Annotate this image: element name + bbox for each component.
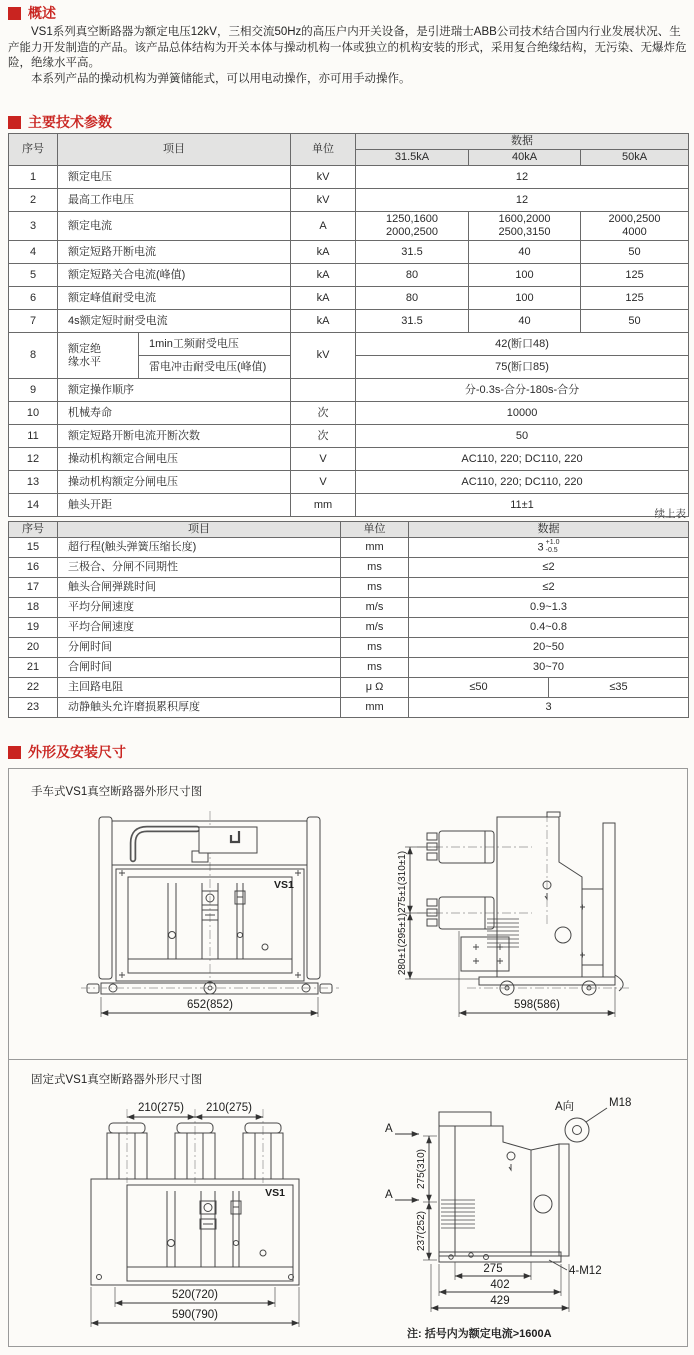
table-cell: m/s: [341, 618, 409, 638]
table-cell: 31.5: [356, 241, 469, 264]
table-cell: 42(断口48): [356, 333, 689, 356]
table-cell: 主回路电阻: [58, 678, 341, 698]
table-cell: 1: [9, 166, 58, 189]
table-cell: 1min工频耐受电压: [139, 333, 291, 356]
dimension-drawings-box: [8, 768, 688, 1347]
table-cell: 50: [581, 310, 689, 333]
table-cell: 3: [409, 698, 689, 718]
handcart-side-width-dim: 598(586): [513, 999, 561, 1011]
table-cell: kV: [291, 166, 356, 189]
table-cell: 30~70: [409, 658, 689, 678]
table-cell: 三极合、分闸不同期性: [58, 558, 341, 578]
table-cell: 6: [9, 287, 58, 310]
fixed-drawing-title: 固定式VS1真空断路器外形尺寸图: [31, 1074, 203, 1086]
red-square-bullet-icon: [8, 7, 21, 20]
table-cell: 10000: [356, 402, 689, 425]
handcart-front-drawing: [79, 807, 341, 1035]
col-header-unit: 单位: [291, 134, 356, 166]
red-square-bullet-icon: [8, 116, 21, 129]
table-cell: 2000,2500 4000: [581, 212, 689, 241]
table-cell: 125: [581, 287, 689, 310]
table-cell: 7: [9, 310, 58, 333]
table-cell: 次: [291, 402, 356, 425]
table-cell: mm: [291, 494, 356, 517]
table-cell: 20~50: [409, 638, 689, 658]
table-cell: 分-0.3s-合分-180s-合分: [356, 379, 689, 402]
table-cell: 12: [356, 166, 689, 189]
box-divider-line: [9, 1059, 687, 1060]
overview-section-heading: [8, 6, 56, 20]
view-a-direction-label: A向: [555, 1101, 575, 1113]
handcart-front-width-dim: 652(852): [186, 999, 234, 1011]
col-header-no: 序号: [9, 522, 58, 538]
table-cell: 额定短路开断电流开断次数: [58, 425, 291, 448]
col-header-item: 项目: [58, 134, 291, 166]
table-cell: ≤50: [409, 678, 549, 698]
vs1-panel-label: VS1: [265, 1187, 285, 1199]
fixed-dim-402: 402: [490, 1279, 510, 1291]
table-cell: ms: [341, 578, 409, 598]
fixed-front-drawing: [67, 1091, 322, 1341]
table-cell: 11: [9, 425, 58, 448]
tech-params-section-heading: [8, 115, 112, 129]
overview-paragraph-2: 本系列产品的操动机构为弹簧储能式，可以用电动操作，亦可用手动操作。: [31, 72, 411, 85]
table-cell: 10: [9, 402, 58, 425]
table-cell: 操动机构额定合闸电压: [58, 448, 291, 471]
table-cell: μ Ω: [341, 678, 409, 698]
table-cell: 19: [9, 618, 58, 638]
table-cell: 18: [9, 598, 58, 618]
table-cell: 4: [9, 241, 58, 264]
table-cell: 动静触头允许磨损累积厚度: [58, 698, 341, 718]
table-cell: 额定操作顺序: [58, 379, 291, 402]
table-cell: 17: [9, 578, 58, 598]
col-header-unit: 单位: [341, 522, 409, 538]
table-cell: 5: [9, 264, 58, 287]
table-cell: 2: [9, 189, 58, 212]
dimensions-section-heading: [8, 745, 126, 759]
table-cell: 平均合闸速度: [58, 618, 341, 638]
table-cell: 125: [581, 264, 689, 287]
table-cell: kA: [291, 310, 356, 333]
table-cell: 50: [356, 425, 689, 448]
rated-current-note: 注: 括号内为额定电流>1600A: [407, 1328, 552, 1340]
col-header-50ka: 50kA: [581, 150, 689, 166]
table-cell: kA: [291, 241, 356, 264]
table-cell: 31.5: [356, 310, 469, 333]
table-cell: 9: [9, 379, 58, 402]
table-cell: 0.4~0.8: [409, 618, 689, 638]
table-cell: 3: [9, 212, 58, 241]
handcart-side-height-dim: 280±1(295±1)275±1(310±1): [397, 850, 408, 976]
fixed-dim-429: 429: [490, 1295, 510, 1307]
col-header-31-5ka: 31.5kA: [356, 150, 469, 166]
fixed-bottom-inner-dim: 520(720): [171, 1289, 219, 1301]
tech-params-heading-text: 主要技术参数: [28, 114, 112, 130]
table-cell: 平均分闸速度: [58, 598, 341, 618]
table-cell: kV: [291, 189, 356, 212]
table-cell: 超行程(触头弹簧压缩长度): [58, 538, 341, 558]
tech-params-table-1: [8, 133, 689, 517]
table-cell: 机械寿命: [58, 402, 291, 425]
table-cell: 22: [9, 678, 58, 698]
vs1-panel-label: VS1: [274, 879, 294, 891]
continued-table-note: 续上表: [654, 508, 686, 520]
fixed-top-right-dim: 210(275): [205, 1102, 253, 1114]
table-cell: mm: [341, 698, 409, 718]
table-cell: ≤2: [409, 558, 689, 578]
table-cell: 次: [291, 425, 356, 448]
table-cell: 雷电冲击耐受电压(峰值): [139, 356, 291, 379]
table-cell: 最高工作电压: [58, 189, 291, 212]
fixed-top-left-dim: 210(275): [137, 1102, 185, 1114]
table-cell: 8: [9, 333, 58, 379]
table-cell: 合闸时间: [58, 658, 341, 678]
table-cell: 16: [9, 558, 58, 578]
table-cell: 80: [356, 264, 469, 287]
table-cell: 20: [9, 638, 58, 658]
table-cell: AC110, 220; DC110, 220: [356, 448, 689, 471]
col-header-40ka: 40kA: [469, 150, 581, 166]
table-cell: kV: [291, 333, 356, 379]
table-cell: mm: [341, 538, 409, 558]
table-cell: [291, 379, 356, 402]
table-cell: ms: [341, 638, 409, 658]
fixed-bottom-outer-dim: 590(790): [171, 1309, 219, 1321]
table-cell: 12: [9, 448, 58, 471]
table-cell: 50: [581, 241, 689, 264]
table-cell: 80: [356, 287, 469, 310]
table-cell: 触头开距: [58, 494, 291, 517]
table-cell: 额定电压: [58, 166, 291, 189]
table-cell: 0.9~1.3: [409, 598, 689, 618]
table-cell: A: [291, 212, 356, 241]
table-cell: 21: [9, 658, 58, 678]
table-cell: kA: [291, 287, 356, 310]
table-cell: 40: [469, 241, 581, 264]
table-cell: 3 +1.0 -0.5: [409, 538, 689, 558]
handcart-drawing-title: 手车式VS1真空断路器外形尺寸图: [31, 786, 203, 798]
thread-size-label: M18: [609, 1097, 632, 1109]
table-cell: 分闸时间: [58, 638, 341, 658]
table-cell: 13: [9, 471, 58, 494]
fixed-dim-275: 275: [483, 1263, 503, 1275]
table-cell: 额定绝 缘水平: [58, 333, 139, 379]
fixed-side-upper-dim: 275(310): [416, 1148, 427, 1190]
table-cell: 15: [9, 538, 58, 558]
table-cell: ms: [341, 558, 409, 578]
col-header-data: 数据: [356, 134, 689, 150]
overview-paragraph-1: VS1系列真空断路器为额定电压12kV，三相交流50Hz的高压户内开关设备，是引进瑞士ABB公司技术结合国内行业发展状况、生产能力开发制造的产品。该产品总体结构为开关本体与操动机构一体或独立的机构安装的形式，采用复合绝缘结构，无污染、无爆炸危险，绝缘水平高。: [8, 26, 687, 69]
tech-params-table-2: [8, 521, 689, 718]
table-cell: 额定短路关合电流(峰值): [58, 264, 291, 287]
table-cell: 额定电流: [58, 212, 291, 241]
section-arrow-label-a1: A: [385, 1123, 393, 1135]
table-cell: 100: [469, 264, 581, 287]
dimensions-heading-text: 外形及安装尺寸: [28, 744, 126, 760]
table-cell: ≤35: [549, 678, 689, 698]
table-cell: 12: [356, 189, 689, 212]
overview-paragraphs: [8, 25, 689, 87]
table-cell: 100: [469, 287, 581, 310]
fixed-side-lower-dim: 237(252): [416, 1210, 427, 1252]
table-cell: AC110, 220; DC110, 220: [356, 471, 689, 494]
red-square-bullet-icon: [8, 746, 21, 759]
handcart-side-drawing: [397, 807, 677, 1035]
table-cell: ms: [341, 658, 409, 678]
overview-heading-text: 概述: [28, 5, 56, 21]
col-header-no: 序号: [9, 134, 58, 166]
table-cell: 触头合闸弹跳时间: [58, 578, 341, 598]
fixed-side-drawing: [371, 1084, 661, 1334]
table-cell: 1600,2000 2500,3150: [469, 212, 581, 241]
table-cell: 23: [9, 698, 58, 718]
table-cell: V: [291, 448, 356, 471]
table-cell: ≤2: [409, 578, 689, 598]
col-header-item: 项目: [58, 522, 341, 538]
table-cell: 11±1: [356, 494, 689, 517]
table-cell: kA: [291, 264, 356, 287]
table-cell: 4s额定短时耐受电流: [58, 310, 291, 333]
table-cell: 75(断口85): [356, 356, 689, 379]
table-cell: 额定短路开断电流: [58, 241, 291, 264]
table-cell: 14: [9, 494, 58, 517]
bolt-spec-label: 4-M12: [569, 1265, 602, 1277]
table-cell: 操动机构额定分闸电压: [58, 471, 291, 494]
table-cell: 1250,1600 2000,2500: [356, 212, 469, 241]
table-cell: 40: [469, 310, 581, 333]
table-cell: V: [291, 471, 356, 494]
table-cell: 额定峰值耐受电流: [58, 287, 291, 310]
table-cell: m/s: [341, 598, 409, 618]
col-header-data: 数据: [409, 522, 689, 538]
section-arrow-label-a2: A: [385, 1189, 393, 1201]
